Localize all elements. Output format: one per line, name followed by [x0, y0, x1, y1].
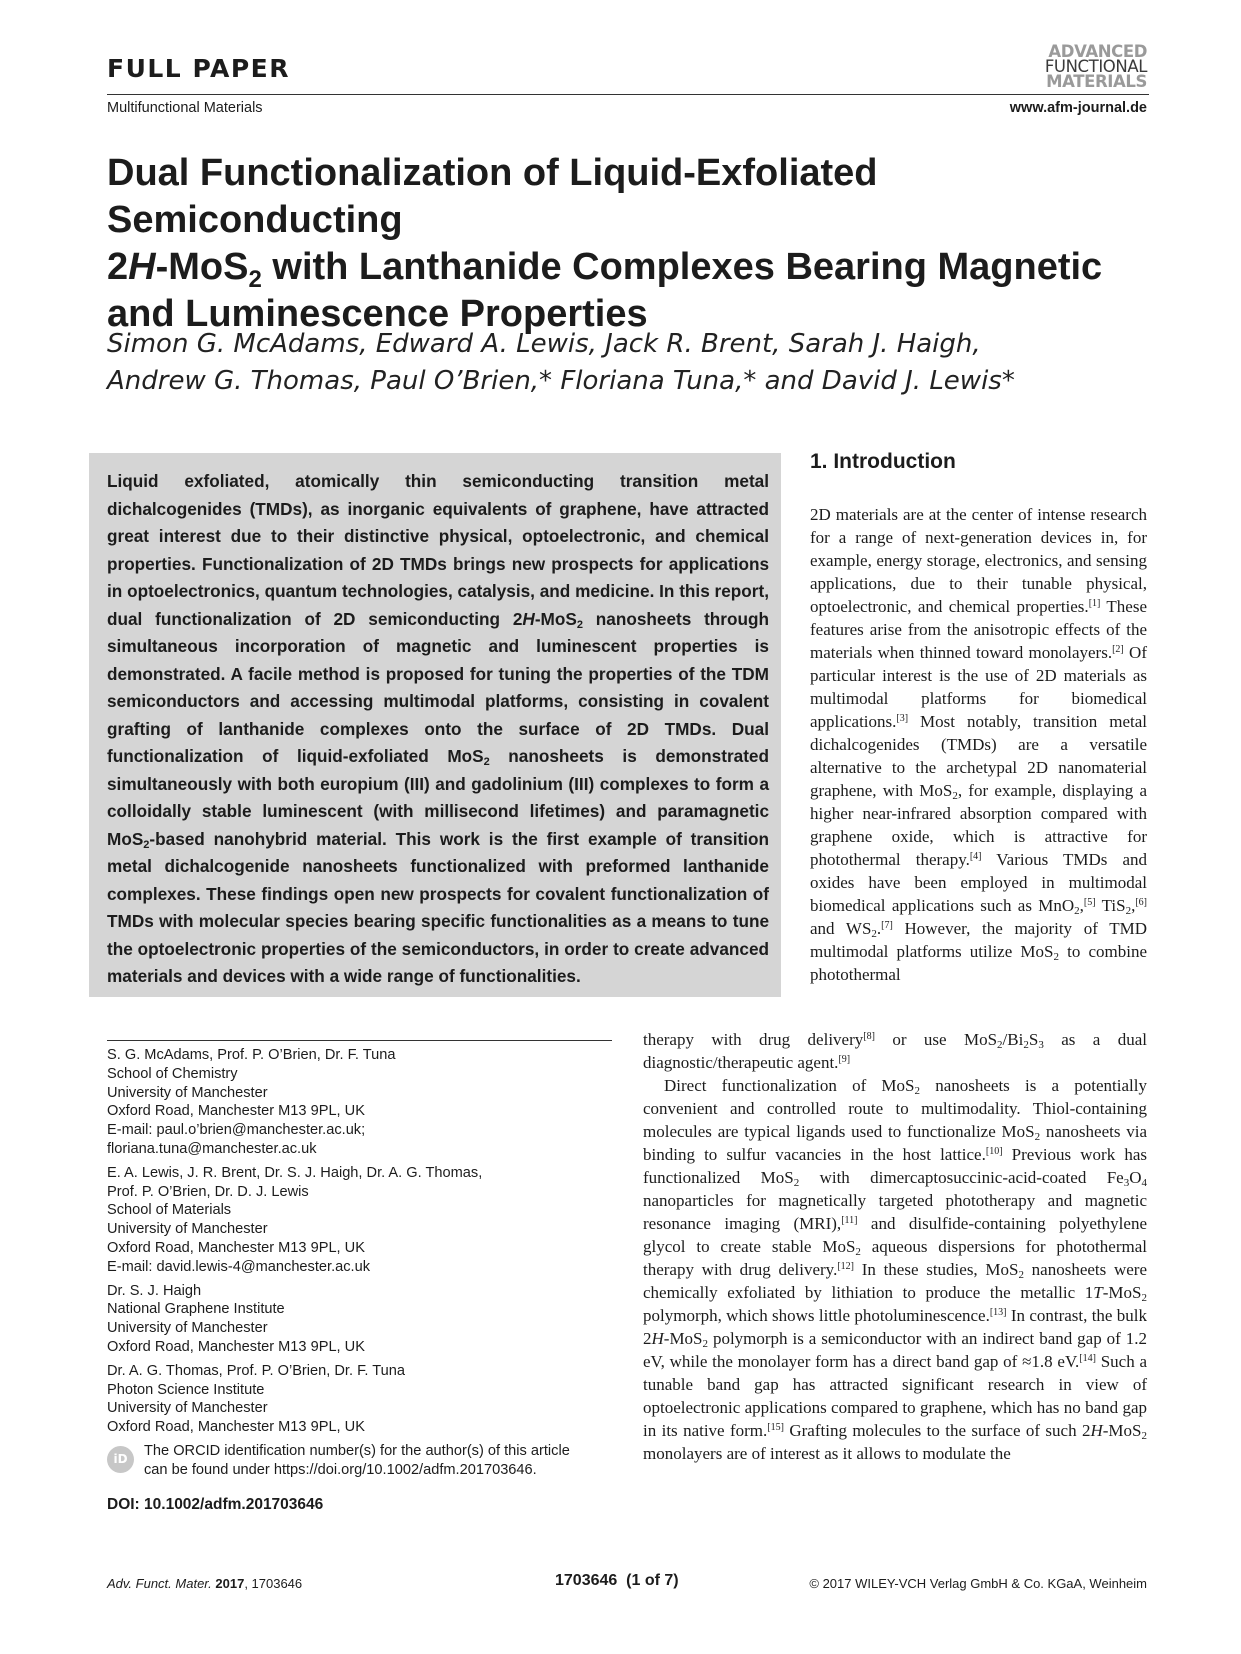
section-label: Multifunctional Materials: [107, 100, 263, 116]
doi-label[interactable]: DOI: 10.1002/adfm.201703646: [107, 1496, 324, 1513]
introduction-heading: 1. Introduction: [810, 450, 956, 473]
affiliation-line: Oxford Road, Manchester M13 9PL, UK: [107, 1338, 365, 1355]
citation-6[interactable]: [6]: [1135, 897, 1147, 908]
abstract-text: Liquid exfoliated, atomically thin semiconducting transition metal dichalcogenides (TMDs), as inorganic equivalents of graphene, have attracted great interest due to their distinctive physical, optoelectronic, and chemical properties. Functionalization of 2D TMDs brings new prospects for applications in optoelectronics, quantum technologies, catalysis, and medicine. In this report, dual functionalization of 2D semiconducting 2H-MoS$_2$ nanosheets through simultaneous incorporation of magnetic and luminescent properties is demonstrated. A facile method is proposed for tuning the properties of the TDM semiconductors and accessing multimodal platforms, consisting in covalent grafting of lanthanide complexes onto the surface of 2D TMDs. Dual functionalization of liquid-exfoliated MoS$_2$ nanosheets is demonstrated simultaneously with both europium (III) and gadolinium (III) complexes to form a colloidally stable luminescent (with millisecond lifetimes) and paramagnetic MoS$_2$-based nanohybrid material. This work is the first example of transition metal dichalcogenide nanosheets functionalized with preformed lanthanide complexes. These findings open new prospects for covalent functionalization of TMDs with molecular species bearing specific functionalities as a means to tune the optoelectronic properties of the semiconductors, in order to create advanced materials and devices with a wide range of functionalities.: [107, 471, 769, 986]
orcid-line-1: The ORCID identification number(s) for the author(s) of this article: [144, 1443, 570, 1459]
citation-13[interactable]: [13]: [989, 1307, 1007, 1318]
authors-line-1: Simon G. McAdams, Edward A. Lewis, Jack R. Brent, Sarah J. Haigh,: [107, 329, 981, 359]
logo-line-2: FUNCTIONAL: [1044, 57, 1147, 76]
logo-line-1: ADVANCED: [1048, 42, 1147, 61]
journal-url[interactable]: www.afm-journal.de: [1009, 100, 1147, 116]
affiliations: [107, 1046, 627, 1442]
citation-15[interactable]: [15]: [767, 1422, 784, 1433]
paper-title: [107, 150, 1157, 338]
affiliation-line: Prof. P. O’Brien, Dr. D. J. Lewis: [107, 1183, 309, 1200]
title-line-3: and Luminescence Properties: [107, 293, 648, 335]
affiliation-block: [107, 1164, 627, 1277]
citation-2[interactable]: [2]: [1112, 644, 1124, 655]
affiliation-line: University of Manchester: [107, 1320, 268, 1337]
email-link[interactable]: floriana.tuna@manchester.ac.uk: [107, 1140, 317, 1157]
affiliation-line: Photon Science Institute: [107, 1381, 265, 1398]
affiliation-line: Oxford Road, Manchester M13 9PL, UK: [107, 1103, 365, 1120]
citation-7[interactable]: [7]: [881, 920, 893, 931]
affiliation-line: University of Manchester: [107, 1084, 268, 1101]
affiliation-line: Oxford Road, Manchester M13 9PL, UK: [107, 1239, 365, 1256]
citation-8[interactable]: [8]: [863, 1031, 875, 1042]
citation-3[interactable]: [3]: [896, 713, 909, 724]
copyright-notice: © 2017 WILEY-VCH Verlag GmbH & Co. KGaA, Weinheim: [809, 1576, 1147, 1591]
affiliation-line: University of Manchester: [107, 1221, 268, 1238]
article-type-label: FULL PAPER: [107, 54, 290, 83]
citation-5[interactable]: [5]: [1083, 897, 1096, 908]
affiliation-block: [107, 1282, 627, 1357]
introduction-paragraph-2: Direct functionalization of MoS$_2$ nanosheets is a potentially convenient and controlled route to multimodality. Thiol-containing molecules are typical ligands used to functionalize MoS$_2$ nanosheets via binding to sulfur vacancies in the host lattice.[10] Previous work has functionalized MoS$_2$ with dimercaptosuccinic-acid-coated $Fe_3O_4$ nanoparticles for magnetically targeted phototherapy and magnetic resonance imaging (MRI),[11] and disulfide-containing polyethylene glycol to create stable MoS$_2$ aqueous dispersions for photothermal therapy with drug delivery.[12] In these studies, MoS$_2$ nanosheets were chemically exfoliated by lithiation to produce the metallic 1T-MoS$_2$ polymorph, which shows little photoluminescence.[13] In contrast, the bulk 2H-MoS$_2$ polymorph is a semiconductor with an indirect band gap of 1.2 eV, while the monolayer form has a direct band gap of ≈1.8 eV.[14] Such a tunable band gap has attracted significant research in view of optoelectronic applications compared to graphene, which has no band gap in its native form.[15] Grafting molecules to the surface of such 2H-MoS$_2$ monolayers are of interest as it allows to modulate the: [643, 1076, 1148, 1463]
affiliation-line: Oxford Road, Manchester M13 9PL, UK: [107, 1419, 365, 1436]
citation-10[interactable]: [10]: [985, 1146, 1003, 1157]
affiliation-line: School of Chemistry: [107, 1065, 238, 1082]
authors-line-2: Andrew G. Thomas, Paul O’Brien,* Floriana Tuna,* and David J. Lewis*: [107, 366, 1015, 396]
citation-1[interactable]: [1]: [1088, 598, 1101, 609]
citation-4[interactable]: [4]: [969, 851, 982, 862]
orcid-icon[interactable]: iD: [107, 1446, 134, 1473]
introduction-paragraph-1: 2D materials are at the center of intense research for a range of next-generation devices in, for example, energy storage, electronics, and sensing applications, due to their tunable physical, optoelectronic, and chemical properties.[1] These features arise from the anisotropic effects of the materials when thinned toward monolayers.[2] Of particular interest is the use of 2D materials as multimodal platforms for biomedical applications.[3] Most notably, transition metal dichalcogenides (TMDs) are a versatile alternative to the archetypal 2D nanomaterial graphene, with MoS$_2$, for example, displaying a higher near-infrared absorption compared with graphene oxide, which is attractive for photothermal therapy.[4] Various TMDs and oxides have been employed in multimodal biomedical applications such as MnO$_2$,[5] TiS$_2$,[6] and $WS_2.[7]$ However, the majority of TMD multimodal platforms utilize MoS$_2$ to combine photothermal: [810, 505, 1148, 984]
orcid-text: [144, 1442, 624, 1480]
introduction-paragraph-1-end: therapy with drug delivery[8] or use $MoS_2/Bi_2S_3$ as a dual diagnostic/therapeutic agent.[9]: [643, 1030, 1147, 1072]
logo-line-3: MATERIALS: [1046, 72, 1147, 91]
page-number: 1703646 (1 of 7): [555, 1572, 679, 1589]
affiliation-line: E. A. Lewis, J. R. Brent, Dr. S. J. Haigh, Dr. A. G. Thomas,: [107, 1164, 483, 1181]
citation-11[interactable]: [11]: [841, 1215, 858, 1226]
affiliation-line: Dr. S. J. Haigh: [107, 1282, 202, 1299]
header-divider: [107, 94, 1149, 95]
affiliation-block: [107, 1362, 627, 1437]
affiliation-divider: [107, 1040, 612, 1041]
affiliation-line: University of Manchester: [107, 1400, 268, 1417]
journal-logo: [1045, 44, 1147, 89]
affiliation-line: National Graphene Institute: [107, 1301, 285, 1318]
citation-14[interactable]: [14]: [1079, 1353, 1096, 1364]
email-link[interactable]: E-mail: david.lewis-4@manchester.ac.uk: [107, 1258, 371, 1275]
citation-12[interactable]: [12]: [837, 1261, 854, 1272]
affiliation-line: S. G. McAdams, Prof. P. O’Brien, Dr. F. Tuna: [107, 1047, 396, 1063]
introduction-continued: [643, 1028, 1147, 1465]
orcid-line-2[interactable]: can be found under https://doi.org/10.1002/adfm.201703646.: [144, 1461, 537, 1478]
title-line-2: 2H-MoS$_2$ with Lanthanide Complexes Bearing Magnetic: [107, 246, 1103, 293]
affiliation-line: School of Materials: [107, 1202, 232, 1219]
title-line-1: Dual Functionalization of Liquid-Exfoliated Semiconducting: [107, 152, 878, 241]
citation-9[interactable]: [9]: [838, 1054, 851, 1065]
author-list: [107, 326, 1157, 400]
email-link[interactable]: E-mail: paul.o’brien@manchester.ac.uk;: [107, 1122, 366, 1139]
footer-citation: Adv. Funct. Mater. 2017, 1703646: [107, 1576, 303, 1591]
affiliation-line: Dr. A. G. Thomas, Prof. P. O’Brien, Dr. F. Tuna: [107, 1362, 405, 1379]
affiliation-block: [107, 1046, 627, 1159]
